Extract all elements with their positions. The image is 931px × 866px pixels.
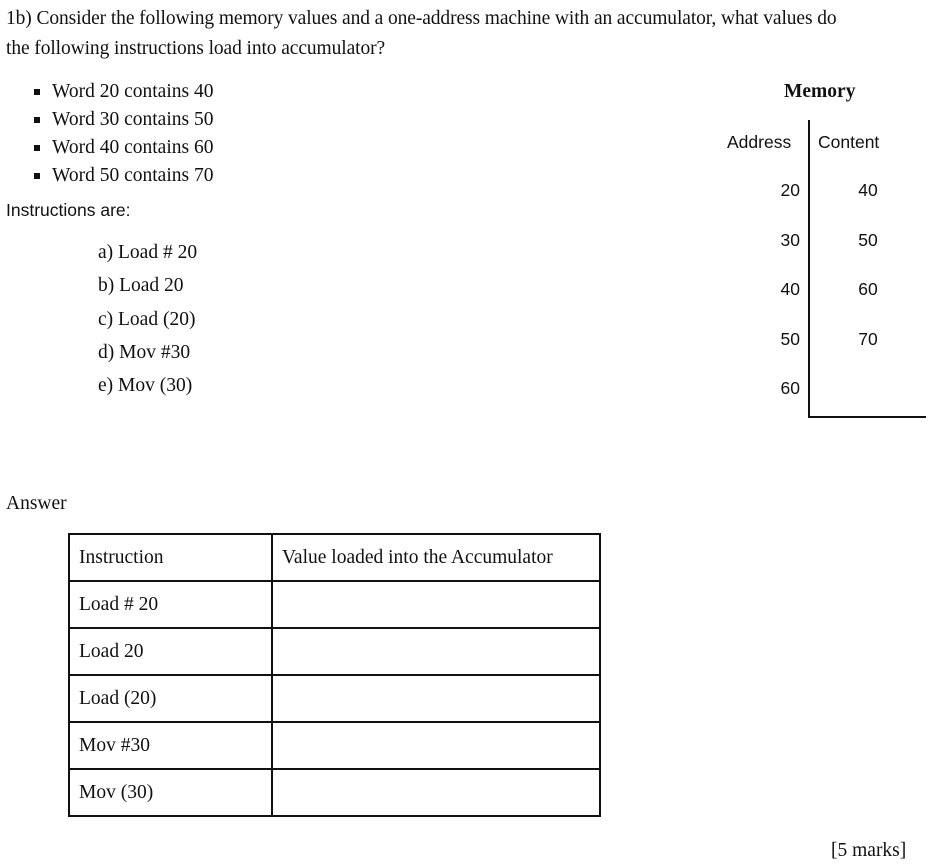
question-line-1: 1b) Consider the following memory values and a one-address machine with an accumulator, what values do [6,8,837,29]
instruction-item: d) Mov #30 [98,341,191,363]
bullet-icon [34,117,40,123]
instruction-item: c) Load (20) [98,308,196,330]
memory-address-cell: 40 [780,279,800,299]
question-line-2: the following instructions load into accumulator? [6,38,386,59]
instructions-list [98,236,197,402]
instruction-item: e) Mov (30) [98,375,193,397]
question-text [6,4,916,64]
memory-address-cell: 50 [780,329,800,349]
value-cell[interactable] [272,581,600,628]
memory-title: Memory [784,81,856,102]
list-item: Word 50 contains 70 [34,162,213,190]
instruction-item: a) Load # 20 [98,242,198,263]
bullet-icon [34,145,40,151]
value-cell[interactable] [272,769,600,816]
answer-label: Answer [6,493,67,514]
value-cell[interactable] [272,722,600,769]
memory-header-address: Address [727,132,792,152]
table-row [69,769,600,816]
memory-address-cell: 20 [780,180,800,200]
memory-content-cell: 70 [858,329,878,349]
instruction-cell: Load (20) [69,675,272,722]
memory-content-cell: 50 [858,230,878,250]
list-item: Word 30 contains 50 [34,106,213,134]
memory-divider-bottom [808,416,926,418]
instruction-item: b) Load 20 [98,275,184,297]
marks-label: [5 marks] [831,840,907,861]
memory-facts-list [34,78,213,190]
memory-address-cell: 30 [780,230,800,250]
bullet-icon [34,173,40,179]
value-cell[interactable] [272,675,600,722]
table-row [69,675,600,722]
answer-table [68,533,601,817]
instructions-label: Instructions are: [6,200,131,220]
instruction-cell: Mov (30) [69,769,272,816]
table-row [69,628,600,675]
list-item: Word 40 contains 60 [34,134,213,162]
header-instruction: Instruction [69,534,272,581]
value-cell[interactable] [272,628,600,675]
memory-address-cell: 60 [780,378,800,398]
instruction-cell: Load # 20 [69,581,272,628]
list-item: Word 20 contains 40 [34,78,213,106]
memory-divider-vertical [808,120,810,418]
instruction-cell: Load 20 [69,628,272,675]
memory-content-cell: 40 [858,180,878,200]
memory-content-cell: 60 [858,279,878,299]
table-header-row [69,534,600,581]
memory-header-content: Content [818,132,880,152]
table-row [69,722,600,769]
table-row [69,581,600,628]
instruction-cell: Mov #30 [69,722,272,769]
bullet-icon [34,89,40,95]
header-value: Value loaded into the Accumulator [272,534,600,581]
